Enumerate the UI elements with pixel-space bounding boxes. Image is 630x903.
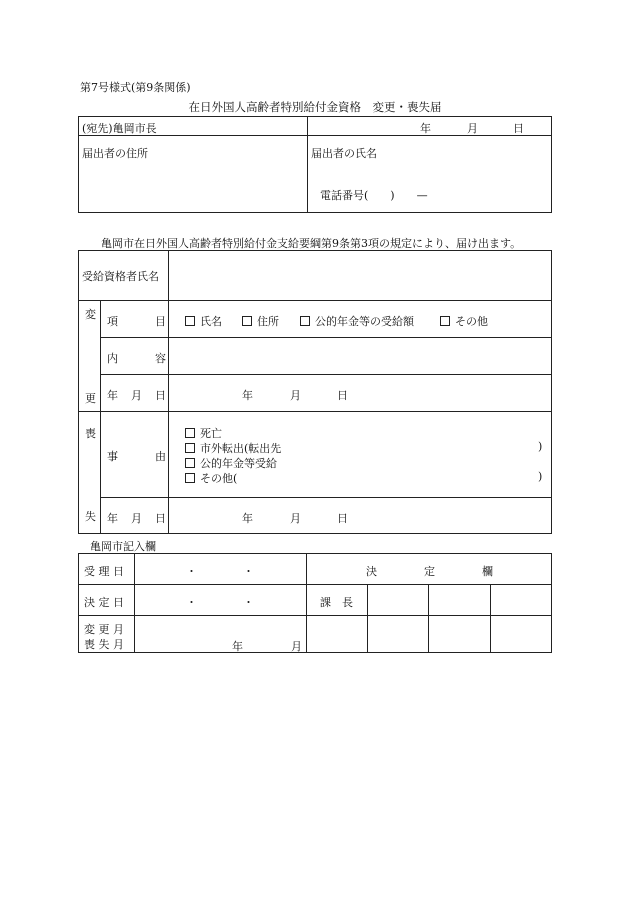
form-title: 在日外国人高齢者特別給付金資格 変更・喪失届	[188, 100, 442, 114]
date-dot: ・	[186, 596, 197, 609]
checkbox-icon	[440, 316, 450, 326]
checkbox-icon	[185, 428, 195, 438]
divider	[428, 584, 429, 653]
date-year-label: 年	[420, 122, 431, 135]
section-chief-label: 課 長	[320, 596, 353, 609]
checkbox-icon	[242, 316, 252, 326]
change-section-label: 変	[85, 308, 96, 321]
reason-label: 事	[107, 450, 118, 463]
change-date-label: 日	[155, 389, 166, 402]
loss-date-label: 日	[155, 512, 166, 525]
divider	[490, 584, 491, 653]
divider	[100, 374, 552, 375]
change-section-label: 更	[85, 392, 96, 405]
phone-label: 電話番号( ) —	[320, 189, 428, 202]
decision-column-label: 定	[424, 565, 435, 578]
loss-date-month: 月	[290, 512, 301, 525]
divider	[100, 497, 552, 498]
eligible-name-label: 受給資格者氏名	[82, 270, 159, 283]
divider	[100, 300, 101, 534]
divider	[168, 250, 169, 534]
change-date-month: 月	[290, 389, 301, 402]
loss-section-label: 失	[85, 510, 96, 523]
checkbox-icon	[185, 443, 195, 453]
checkbox-other[interactable]: その他	[440, 313, 488, 329]
checkbox-pension-receipt[interactable]: 公的年金等受給	[185, 455, 277, 471]
close-paren: )	[538, 440, 543, 453]
change-month-label: 変 更 月	[84, 623, 124, 636]
date-dot: ・	[186, 565, 197, 578]
checkbox-death[interactable]: 死亡	[185, 425, 222, 441]
office-table	[78, 553, 552, 653]
checkbox-address[interactable]: 住所	[242, 313, 279, 329]
date-month-label: 月	[467, 122, 478, 135]
change-date-label: 年	[107, 389, 118, 402]
loss-date-day: 日	[337, 512, 348, 525]
checkbox-name[interactable]: 氏名	[185, 313, 222, 329]
year-label: 年	[232, 640, 243, 653]
divider	[78, 584, 552, 585]
main-table	[78, 250, 552, 534]
item-label: 項	[107, 315, 118, 328]
loss-date-label: 月	[131, 512, 142, 525]
date-dot: ・	[243, 565, 254, 578]
divider	[78, 411, 552, 412]
applicant-name-label: 届出者の氏名	[311, 147, 377, 160]
month-label: 月	[291, 640, 302, 653]
checkbox-pension-amount[interactable]: 公的年金等の受給額	[300, 313, 414, 329]
received-date-label: 受 理 日	[84, 565, 124, 578]
change-date-label: 月	[131, 389, 142, 402]
date-dot: ・	[243, 596, 254, 609]
divider	[306, 553, 307, 653]
decision-column-label: 欄	[482, 565, 493, 578]
statement-text: 亀岡市在日外国人高齢者特別給付金支給要綱第9条第3項の規定により、届け出ます。	[101, 237, 522, 250]
checkbox-icon	[185, 473, 195, 483]
date-day-label: 日	[513, 122, 524, 135]
checkbox-moved-out[interactable]: 市外転出(転出先	[185, 440, 281, 456]
checkbox-icon	[185, 316, 195, 326]
reason-label: 由	[155, 450, 166, 463]
decision-column-label: 決	[366, 565, 377, 578]
close-paren: )	[538, 470, 543, 483]
divider	[367, 584, 368, 653]
loss-date-label: 年	[107, 512, 118, 525]
divider	[78, 615, 552, 616]
loss-section-label: 喪	[85, 427, 96, 440]
checkbox-icon	[185, 458, 195, 468]
recipient-label: (宛先)亀岡市長	[82, 122, 157, 135]
checkbox-icon	[300, 316, 310, 326]
divider	[100, 337, 552, 338]
address-label: 届出者の住所	[82, 147, 148, 160]
checkbox-reason-other[interactable]: その他(	[185, 470, 237, 486]
divider	[134, 553, 135, 653]
content-label: 内	[107, 352, 118, 365]
divider	[78, 300, 552, 301]
change-date-year: 年	[242, 389, 253, 402]
content-label: 容	[155, 352, 166, 365]
change-date-day: 日	[337, 389, 348, 402]
decision-date-label: 決 定 日	[84, 596, 124, 609]
loss-date-year: 年	[242, 512, 253, 525]
form-number: 第7号様式(第9条関係)	[80, 81, 191, 94]
divider	[307, 116, 308, 213]
office-section-title: 亀岡市記入欄	[90, 540, 156, 553]
item-label: 目	[155, 315, 166, 328]
loss-month-label: 喪 失 月	[84, 638, 124, 651]
